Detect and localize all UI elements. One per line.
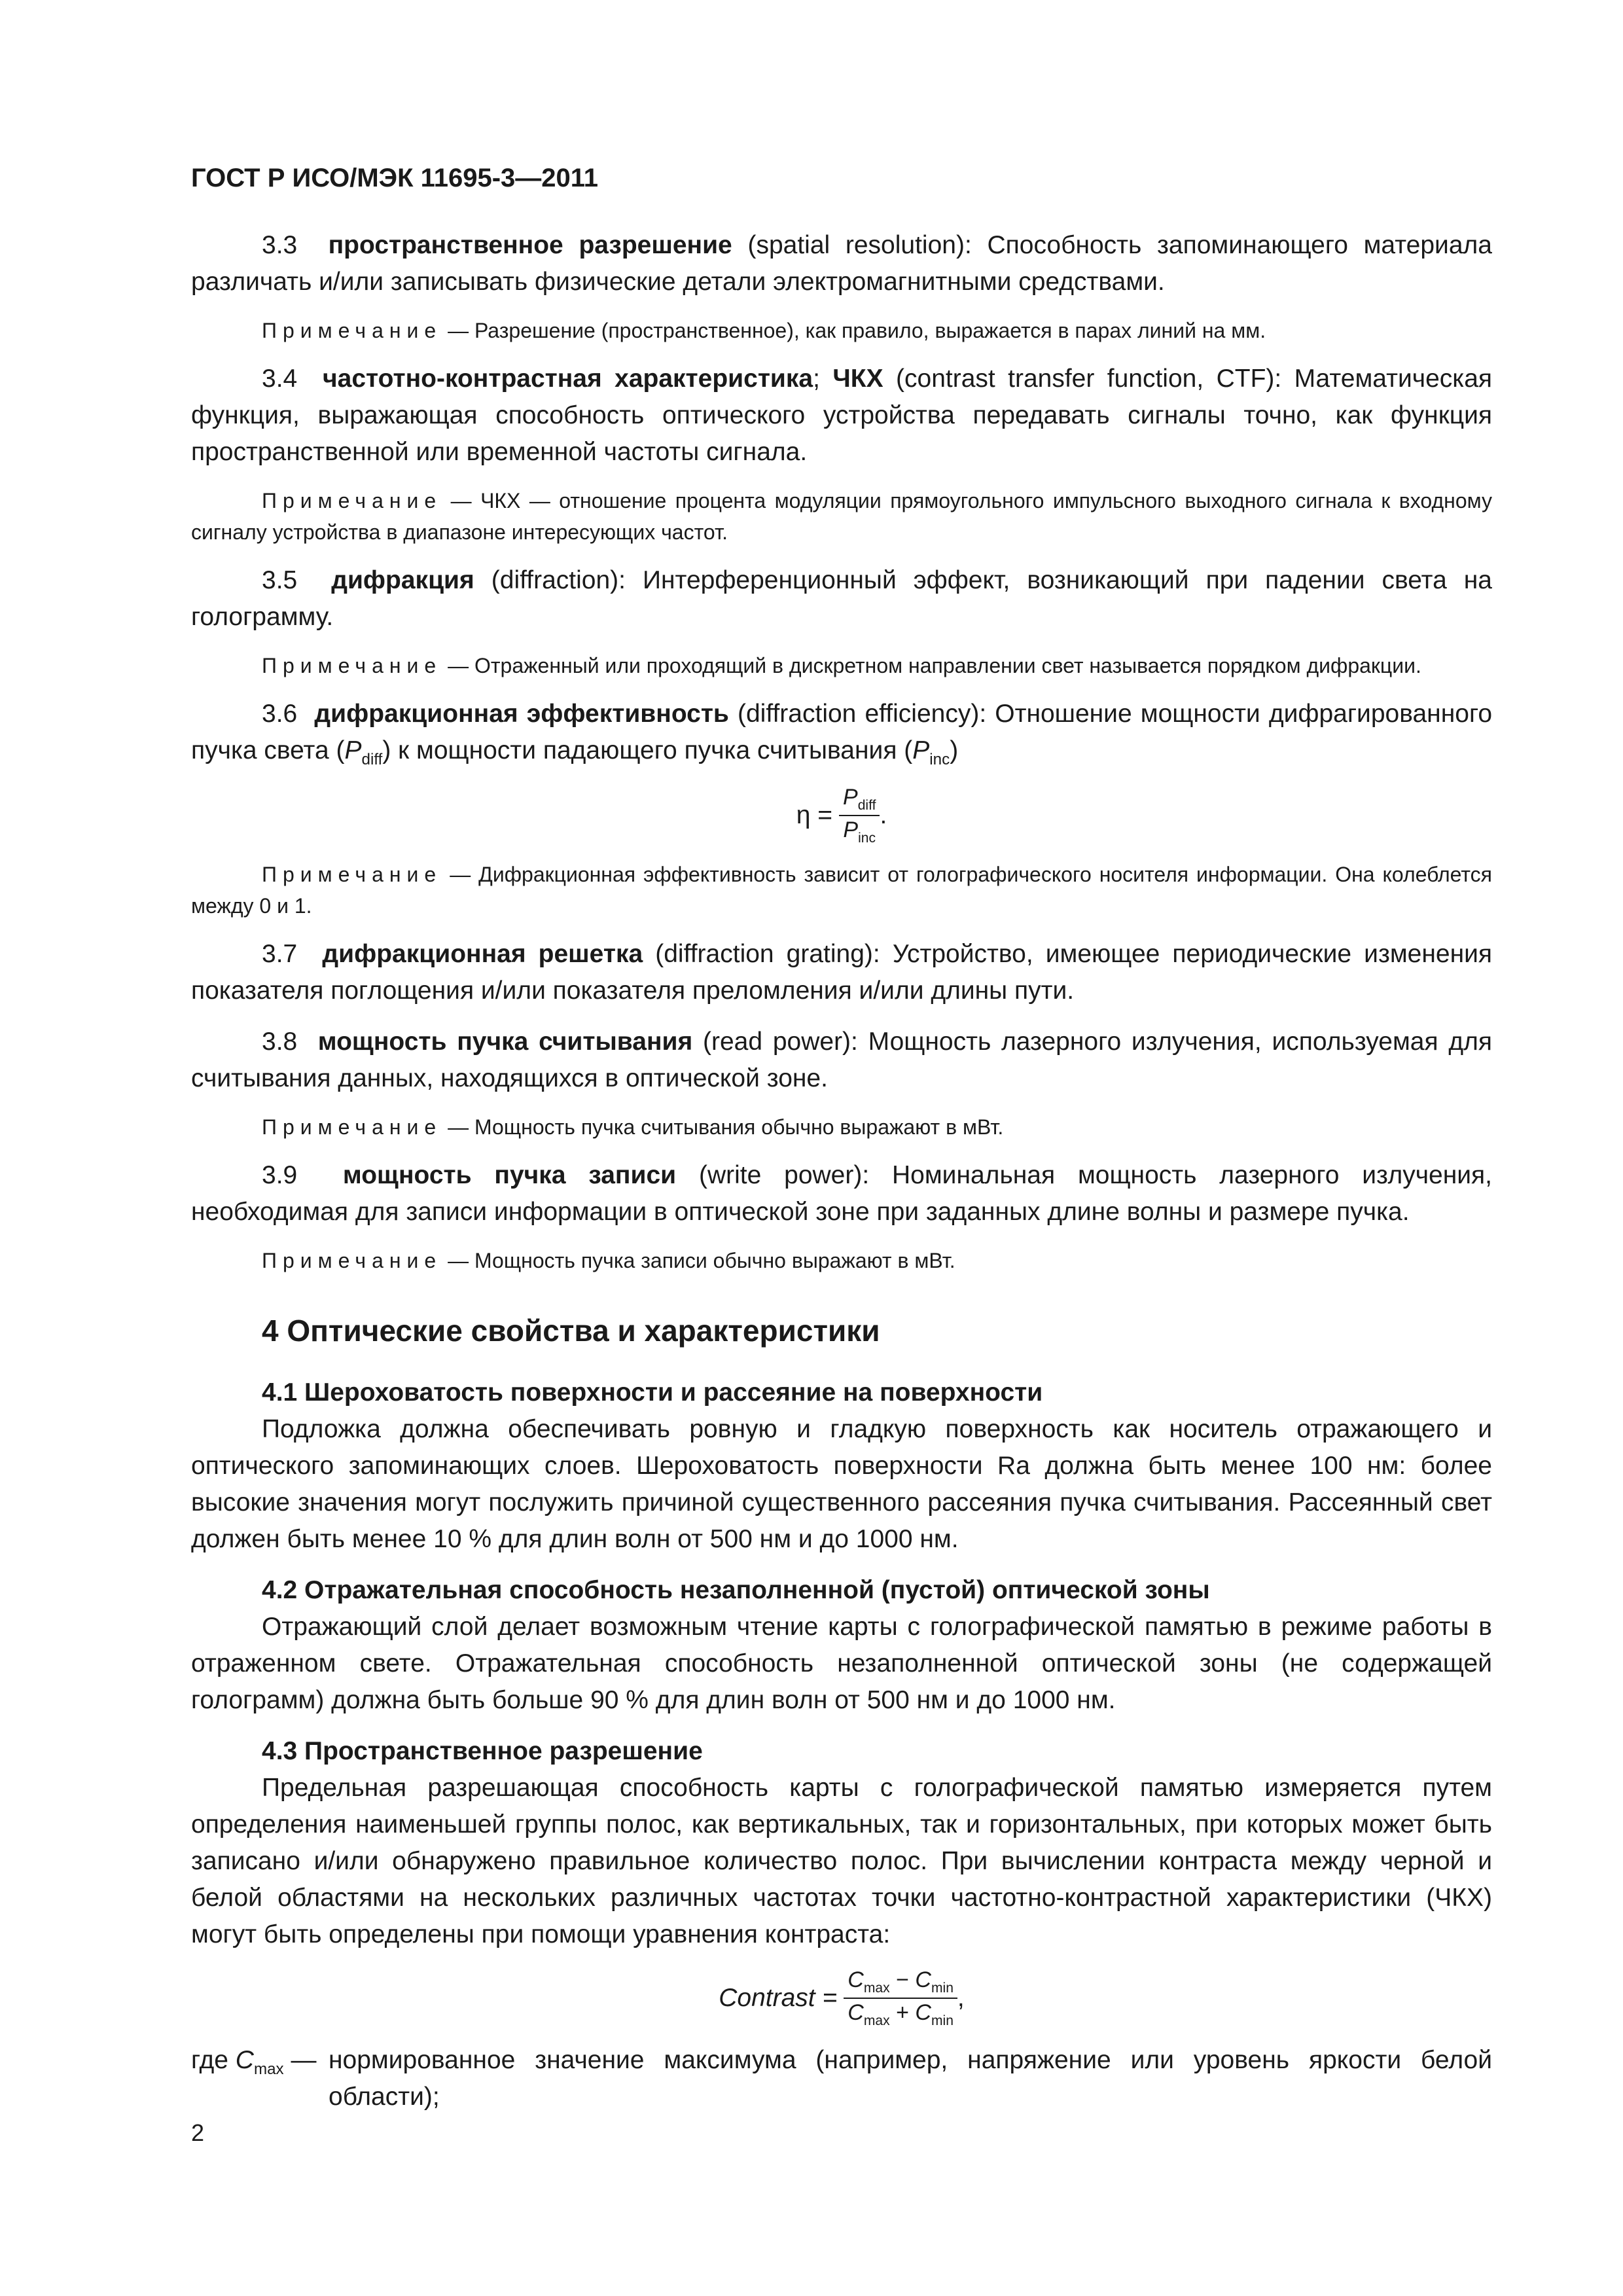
term-definition: (diffraction grating): Устройство, имеющее периодические изменения показателя поглощения и/или показателя преломления и/или длины пути. <box>191 940 1493 1005</box>
section-4-1-heading: 4.1 Шероховатость поверхности и рассеяние на поверхности <box>262 1378 1043 1407</box>
term-definition: (read power): Мощность лазерного излучения, используемая для считывания данных, находящихся в оптической зоне. <box>191 1028 1492 1093</box>
efficiency-formula: η = $\frac{P_{diff}}{P_{inc}}$ . <box>796 784 887 846</box>
note-text: — Мощность пучка считывания обычно выражают в мВт. <box>448 1115 1004 1139</box>
note-3-3 <box>191 315 1492 346</box>
page-content <box>191 164 1492 2115</box>
formula-fraction <box>839 785 880 846</box>
note-label: Примечание <box>262 1115 442 1139</box>
term-3-7: 3.7 дифракционная решетка (diffraction grating): Устройство, имеющее периодические изменения показателя поглощения и/или показателя преломления и/или длины пути. <box>191 940 1493 1005</box>
term-definition: (write power): Номинальная мощность лазерного излучения, необходимая для записи информации в оптической зоне при заданных длине волны и размере пучка. <box>191 1161 1492 1227</box>
term-name: пространственное разрешение <box>328 231 732 259</box>
note-text: — ЧКХ — отношение процента модуляции прямоугольного импульсного выходного сигнала к входному сигналу устройства в диапазоне интересующих частот. <box>191 489 1493 544</box>
formula-fraction <box>844 1967 957 2029</box>
note-label: Примечание <box>262 1249 442 1273</box>
note-text: — Мощность пучка записи обычно выражают в мВт. <box>448 1249 955 1273</box>
note-3-6 <box>191 859 1492 922</box>
term-3-6: 3.6 дифракционная эффективность (diffraction efficiency): Отношение мощности дифрагированного пучка света $(P_{diff})$ к мощности падающего пучка считывания $(P_{inc})$ <box>191 700 1493 768</box>
term-3-4: 3.4 частотно-контрастная характеристика; ЧКХ (contrast transfer function, CTF): Математическая функция, выражающая способность оптического устройства передавать сигналы точно, как функция пространственной или временной частоты сигнала. <box>191 365 1493 466</box>
section-4-2-text: Отражающий слой делает возможным чтение карты с голографической памятью в режиме работы в отраженном свете. Отражательная способность незаполненной оптической зоны (не содержащей голограмм) должна быть больше 90 % для длин волн от 500 нм и до 1000 нм. <box>191 1613 1492 1715</box>
term-name: мощность пучка записи <box>342 1161 677 1190</box>
note-3-8 <box>191 1111 1492 1143</box>
formula-numerator: $C_{max} - C_{min}$ <box>844 1967 957 1999</box>
term-definition: (spatial resolution): Способность запоминающего материала различать и/или записывать физические детали электромагнитными средствами. <box>191 231 1492 296</box>
term-definition: (diffraction): Интерференционный эффект, возникающий при падении света на голограмму. <box>191 566 1492 631</box>
formula-lhs: η = <box>796 800 833 829</box>
note-3-9 <box>191 1245 1492 1276</box>
note-text: — Отраженный или проходящий в дискретном направлении свет называется порядком дифракции. <box>448 654 1421 677</box>
note-label: Примечание <box>262 654 442 677</box>
where-definition <box>191 2042 1492 2115</box>
note-text: — Дифракционная эффективность зависит от голографического носителя информации. Она колеблется между 0 и 1. <box>191 863 1493 918</box>
formula-denominator: $C_{max} + C_{min}$ <box>847 2000 954 2028</box>
formula-lhs: Contrast = <box>719 1984 838 2013</box>
term-name: дифракция <box>331 566 474 594</box>
term-definition: (contrast transfer function, CTF): Математическая функция, выражающая способность оптического устройства передавать сигналы точно, как функция пространственной или временной частоты сигнала. <box>191 365 1493 466</box>
section-4-heading: 4 Оптические свойства и характеристики <box>262 1314 880 1348</box>
note-3-5 <box>191 650 1492 681</box>
formula-denominator: $P_{inc}$ <box>843 817 876 846</box>
where-symbol: где $C_{max}$ — <box>191 2045 317 2078</box>
note-text: — Разрешение (пространственное), как правило, выражается в парах линий на мм. <box>448 319 1266 342</box>
section-4-3-heading: 4.3 Пространственное разрешение <box>262 1737 703 1766</box>
term-3-8: 3.8 мощность пучка считывания (read power): Мощность лазерного излучения, используемая для считывания данных, находящихся в оптической зоне. <box>191 1028 1492 1093</box>
term-name: частотно-контрастная характеристика <box>323 365 813 393</box>
term-abbreviation: ЧКХ <box>832 365 883 393</box>
term-name: дифракционная эффективность <box>314 700 729 728</box>
contrast-formula: Contrast = $\frac{C_{max} - C_{min}}{C_{max} + C_{min}}$ , <box>719 1967 965 2028</box>
formula-numerator: $P_{diff}$ <box>839 785 880 816</box>
term-name: мощность пучка считывания <box>317 1028 693 1056</box>
note-label: Примечание <box>262 489 442 512</box>
section-4-2-heading: 4.2 Отражательная способность незаполненной (пустой) оптической зоны <box>262 1576 1210 1605</box>
term-3-5: 3.5 дифракция (diffraction): Интерференционный эффект, возникающий при падении света на голограмму. <box>191 566 1492 631</box>
note-label: Примечание <box>262 319 442 342</box>
document-title: ГОСТ Р ИСО/МЭК 11695-3—2011 <box>191 164 599 192</box>
page-number: 2 <box>191 2119 205 2146</box>
note-label: Примечание <box>262 863 442 887</box>
where-description: нормированное значение максимума (например, напряжение или уровень яркости белой области); <box>329 2045 1492 2111</box>
section-4-3-text: Предельная разрешающая способность карты с голографической памятью измеряется путем определения наименьшей группы полос, как вертикальных, так и горизонтальных, при которых может быть записано и/или обнаружено правильное количество полос. При вычислении контраста между черной и белой областями на нескольких различных частотах точки частотно-контрастной характеристики (ЧКХ) могут быть определены при помощи уравнения контраста: <box>191 1774 1492 1949</box>
section-4-1-text: Подложка должна обеспечивать ровную и гладкую поверхность как носитель отражающего и оптического запоминающих слоев. Шероховатость поверхности Ra должна быть менее 100 нм: более высокие значения могут послужить причиной существенного рассеяния пучка считывания. Рассеянный свет должен быть менее 10 % для длин волн от 500 нм и до 1000 нм. <box>191 1415 1492 1554</box>
term-name: дифракционная решетка <box>322 940 643 969</box>
note-3-4 <box>191 485 1492 548</box>
term-3-9: 3.9 мощность пучка записи (write power): Номинальная мощность лазерного излучения, необходимая для записи информации в оптической зоне при заданных длине волны и размере пучка. <box>191 1161 1492 1227</box>
term-3-3: 3.3 пространственное разрешение (spatial resolution): Способность запоминающего материала различать и/или записывать физические детали электромагнитными средствами. <box>191 231 1492 296</box>
